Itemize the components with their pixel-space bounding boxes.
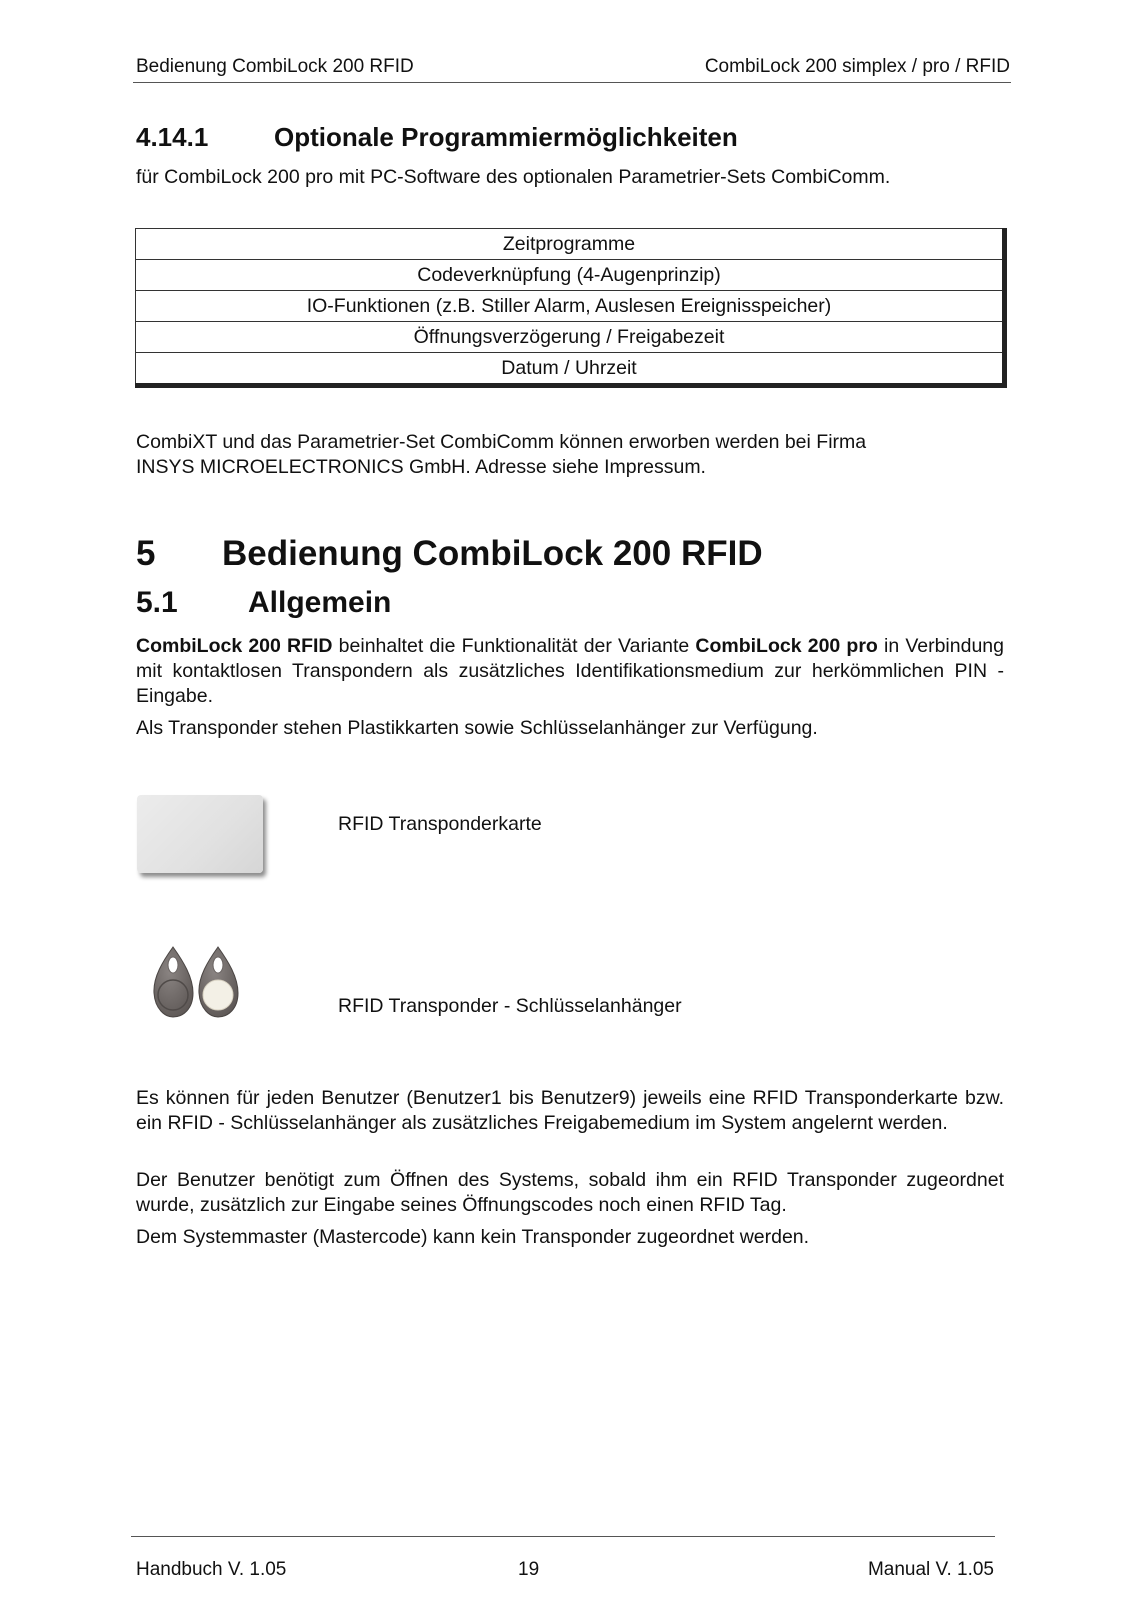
table-row: Zeitprogramme xyxy=(136,229,1005,260)
heading-title: Bedienung CombiLock 200 RFID xyxy=(222,534,763,573)
footer-right: Manual V. 1.05 xyxy=(867,1559,994,1580)
paragraph-allgemein-1 xyxy=(136,634,1004,709)
table-row: IO-Funktionen (z.B. Stiller Alarm, Auslesen Ereignisspeicher) xyxy=(136,291,1005,322)
footer-rule xyxy=(131,1536,995,1537)
paragraph-opening: Der Benutzer benötigt zum Öffnen des Systems, sobald ihm ein RFID Transponder zugeordnet wurde, zusätzlich zur Eingabe seines Öffnungscodes noch einen RFID Tag. xyxy=(136,1169,1004,1216)
heading-5-1 xyxy=(136,586,391,620)
paragraph-master: Dem Systemmaster (Mastercode) kann kein Transponder zugeordnet werden. xyxy=(136,1226,810,1248)
header-rule xyxy=(133,82,1011,83)
key-fob-light xyxy=(199,947,238,1017)
page-number: 19 xyxy=(518,1559,540,1580)
purchase-note-line: INSYS MICROELECTRONICS GmbH. Adresse siehe Impressum. xyxy=(136,456,706,478)
table-row: Öffnungsverzögerung / Freigabezeit xyxy=(136,322,1005,353)
paragraph-users: Es können für jeden Benutzer (Benutzer1 bis Benutzer9) jeweils eine RFID Transponderkarte bzw. ein RFID - Schlüsselanhänger als zusätzliches Freigabemedium im System angelernt werden. xyxy=(136,1087,1004,1134)
heading-title: Allgemein xyxy=(248,586,392,619)
heading-number: 5 xyxy=(136,534,156,573)
key-fob-image xyxy=(151,945,243,1019)
paragraph-text: beinhaltet die Funktionalität der Variante xyxy=(332,635,696,657)
heading-number: 4.14.1 xyxy=(136,122,209,152)
header-left: Bedienung CombiLock 200 RFID xyxy=(136,56,414,77)
table-row: Codeverknüpfung (4-Augenprinzip) xyxy=(136,260,1005,291)
heading-4-14-1 xyxy=(136,122,738,153)
footer-left: Handbuch V. 1.05 xyxy=(136,1559,287,1580)
purchase-note-line: CombiXT und das Parametrier-Set CombiComm können erworben werden bei Firma xyxy=(136,431,867,453)
heading-5 xyxy=(136,534,763,574)
heading-title: Optionale Programmiermöglichkeiten xyxy=(274,122,738,152)
caption-transponder-card: RFID Transponderkarte xyxy=(338,813,542,835)
paragraph-allgemein-2: Als Transponder stehen Plastikkarten sowie Schlüsselanhänger zur Verfügung. xyxy=(136,717,818,739)
intro-text: für CombiLock 200 pro mit PC-Software des optionalen Parametrier-Sets CombiComm. xyxy=(136,166,891,188)
table-row: Datum / Uhrzeit xyxy=(136,353,1005,386)
options-table xyxy=(135,228,1007,388)
product-name: CombiLock 200 RFID xyxy=(136,635,333,657)
paragraph-text: in Verbindung mit kontaktlosen Transpondern als zusätzliches Identifikationsmedium zur herkömmlichen PIN - Eingabe. xyxy=(136,635,1004,707)
product-name: CombiLock 200 pro xyxy=(695,635,878,657)
key-fob-dark xyxy=(154,947,193,1017)
transponder-card-image xyxy=(137,795,263,873)
header-right: CombiLock 200 simplex / pro / RFID xyxy=(704,56,1010,77)
purchase-note xyxy=(136,430,1004,480)
heading-number: 5.1 xyxy=(136,586,178,619)
caption-key-fob: RFID Transponder - Schlüsselanhänger xyxy=(338,995,682,1017)
